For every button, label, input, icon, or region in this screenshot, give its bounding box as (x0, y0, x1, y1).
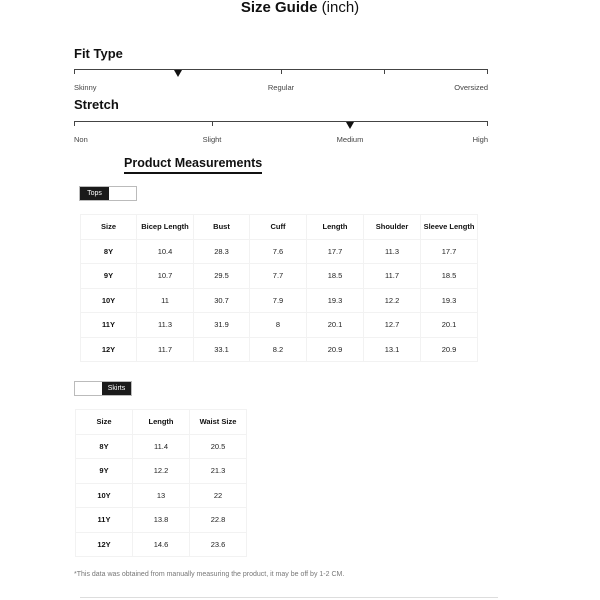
skirts-table (75, 409, 247, 557)
title-main: Size Guide (240, 0, 318, 16)
table-cell: 28.3 (194, 239, 250, 264)
stretch-marker (346, 122, 354, 129)
fit-type-option-regular: Regular (267, 83, 295, 92)
size-cell: 10Y (76, 483, 133, 508)
column-header: Length (307, 215, 364, 240)
table-cell: 12.7 (364, 313, 421, 338)
column-header: Size (81, 215, 137, 240)
column-header: Cuff (250, 215, 307, 240)
product-measurements-title: Product Measurements (124, 156, 262, 174)
column-header: Bust (194, 215, 250, 240)
stretch-tick (74, 121, 75, 126)
stretch-scale (74, 121, 488, 129)
table-cell: 30.7 (194, 288, 250, 313)
fit-type-option-skinny: Skinny (74, 83, 97, 92)
fit-type-tick (281, 69, 282, 74)
table-cell: 20.5 (190, 434, 247, 459)
tops-toggle-off (109, 187, 136, 200)
table-cell: 11.3 (364, 239, 421, 264)
size-cell: 11Y (81, 313, 137, 338)
table-cell: 19.3 (421, 288, 478, 313)
table-cell: 22.8 (190, 508, 247, 533)
table-row (81, 288, 478, 313)
table-cell: 11.4 (133, 434, 190, 459)
table-cell: 7.6 (250, 239, 307, 264)
size-cell: 12Y (76, 532, 133, 557)
table-cell: 7.7 (250, 264, 307, 289)
table-header-row (81, 215, 478, 240)
table-cell: 22 (190, 483, 247, 508)
fit-type-scale (74, 69, 488, 77)
table-cell: 20.1 (421, 313, 478, 338)
table-row (81, 239, 478, 264)
size-cell: 9Y (76, 459, 133, 484)
table-header-row (76, 410, 247, 435)
table-cell: 19.3 (307, 288, 364, 313)
table-cell: 29.5 (194, 264, 250, 289)
skirts-toggle-label: Skirts (102, 382, 131, 395)
column-header: Length (133, 410, 190, 435)
size-cell: 8Y (76, 434, 133, 459)
measurement-note: *This data was obtained from manually measuring the product, it may be off by 1-2 CM. (74, 571, 345, 578)
table-cell: 11.7 (137, 337, 194, 362)
table-row (76, 532, 247, 557)
stretch-tick (212, 121, 213, 126)
table-cell: 10.4 (137, 239, 194, 264)
size-cell: 8Y (81, 239, 137, 264)
table-cell: 13.1 (364, 337, 421, 362)
skirts-toggle-off (75, 382, 102, 395)
page-title (0, 0, 600, 15)
table-cell: 8 (250, 313, 307, 338)
stretch-tick (487, 121, 488, 126)
fit-type-label: Fit Type (74, 46, 123, 61)
table-cell: 11.7 (364, 264, 421, 289)
stretch-label: Stretch (74, 97, 119, 112)
table-cell: 11.3 (137, 313, 194, 338)
stretch-option-medium: Medium (336, 135, 364, 144)
table-cell: 20.1 (307, 313, 364, 338)
divider (80, 597, 498, 598)
fit-type-option-oversized: Oversized (454, 83, 488, 92)
stretch-option-non: Non (74, 135, 88, 144)
table-cell: 23.6 (190, 532, 247, 557)
size-cell: 10Y (81, 288, 137, 313)
table-cell: 13.8 (133, 508, 190, 533)
table-cell: 20.9 (421, 337, 478, 362)
table-row (76, 483, 247, 508)
table-cell: 14.6 (133, 532, 190, 557)
table-row (81, 264, 478, 289)
table-cell: 31.9 (194, 313, 250, 338)
table-cell: 7.9 (250, 288, 307, 313)
table-row (81, 337, 478, 362)
table-row (76, 434, 247, 459)
table-cell: 17.7 (421, 239, 478, 264)
table-cell: 8.2 (250, 337, 307, 362)
table-cell: 33.1 (194, 337, 250, 362)
table-row (76, 459, 247, 484)
table-cell: 13 (133, 483, 190, 508)
table-cell: 21.3 (190, 459, 247, 484)
fit-type-tick (384, 69, 385, 74)
table-cell: 18.5 (307, 264, 364, 289)
table-row (76, 508, 247, 533)
size-cell: 12Y (81, 337, 137, 362)
tops-table (80, 214, 478, 362)
table-row (81, 313, 478, 338)
table-cell: 12.2 (364, 288, 421, 313)
title-unit: (inch) (321, 0, 360, 16)
table-cell: 20.9 (307, 337, 364, 362)
table-cell: 18.5 (421, 264, 478, 289)
stretch-scale-line (74, 121, 488, 122)
stretch-option-slight: Slight (202, 135, 222, 144)
table-cell: 12.2 (133, 459, 190, 484)
column-header: Size (76, 410, 133, 435)
column-header: Shoulder (364, 215, 421, 240)
skirts-toggle[interactable] (74, 381, 132, 396)
column-header: Waist Size (190, 410, 247, 435)
tops-toggle[interactable] (79, 186, 137, 201)
fit-type-tick (487, 69, 488, 74)
tops-toggle-label: Tops (80, 187, 109, 200)
size-cell: 9Y (81, 264, 137, 289)
table-cell: 11 (137, 288, 194, 313)
table-cell: 17.7 (307, 239, 364, 264)
size-cell: 11Y (76, 508, 133, 533)
column-header: Sleeve Length (421, 215, 478, 240)
stretch-option-high: High (472, 135, 488, 144)
fit-type-marker (174, 70, 182, 77)
fit-type-tick (74, 69, 75, 74)
column-header: Bicep Length (137, 215, 194, 240)
table-cell: 10.7 (137, 264, 194, 289)
